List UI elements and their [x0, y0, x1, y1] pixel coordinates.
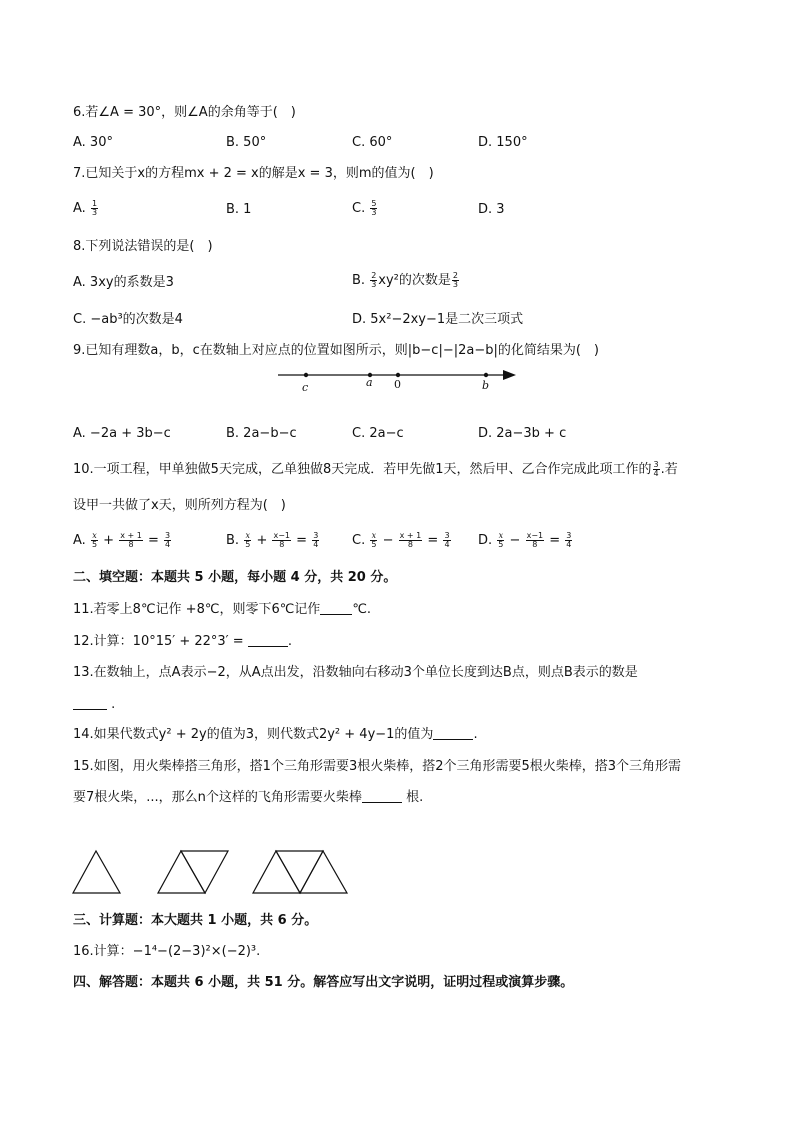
answer-blank	[73, 697, 107, 710]
question-15-line2: 要7根火柴，...，那么n个这样的飞角形需要火柴棒 根.	[73, 790, 424, 805]
fraction: $\frac{5}{3}$	[371, 199, 377, 217]
section-2-heading: 二、填空题：本题共 5 小题，每小题 4 分，共 20 分。	[73, 570, 397, 585]
q7-option-b: B. 1	[226, 202, 252, 217]
triangles-three	[253, 851, 347, 893]
label-a: a	[366, 376, 373, 389]
fraction: $\frac{3}{4}$	[653, 460, 659, 478]
question-9: 9.已知有理数a，b，c在数轴上对应点的位置如图所示，则|b−c|−|2a−b|的化简结果为( )	[73, 343, 599, 358]
section-3-heading: 三、计算题：本大题共 1 小题，共 6 分。	[73, 913, 318, 928]
label-zero: 0	[394, 378, 401, 391]
number-line-figure	[270, 362, 530, 396]
q9-option-a: A. −2a + 3b−c	[73, 426, 171, 441]
triangles-two	[158, 851, 228, 893]
label-c: c	[302, 381, 309, 394]
section-4-heading: 四、解答题：本题共 6 小题，共 51 分。解答应写出文字说明，证明过程或演算步骤。	[73, 975, 574, 990]
point-c	[304, 373, 308, 377]
q10-option-c: C. $\frac{x}{5}$ − $\frac{x + 1}{8}$ = $\frac{3}{4}$	[352, 531, 450, 549]
q7-option-a: A. $\frac{1}{3}$	[73, 199, 98, 217]
point-zero	[396, 373, 400, 377]
q6-option-b: B. 50°	[226, 135, 267, 150]
question-13-line1: 13.在数轴上，点A表示−2，从A点出发，沿数轴向右移动3个单位长度到达B点，则点B表示的数是	[73, 665, 638, 680]
question-16: 16.计算：−1⁴−(2−3)²×(−2)³.	[73, 944, 261, 959]
question-10-line1: 10.一项工程，甲单独做5天完成，乙单独做8天完成．若甲先做1天，然后甲、乙合作完成此项工作的 $\frac{3}{4}$ .若	[73, 460, 678, 478]
q8-option-d: D. 5x²−2xy−1是二次三项式	[352, 312, 524, 327]
question-12: 12.计算：10°15′ + 22°3′ = .	[73, 634, 292, 649]
fraction: $\frac{2}{3}$	[371, 271, 377, 289]
answer-blank	[433, 727, 473, 740]
question-8: 8.下列说法错误的是( )	[73, 239, 213, 254]
question-13-line2: .	[73, 696, 115, 714]
question-10-line2: 设甲一共做了x天，则所列方程为( )	[73, 498, 286, 513]
q8-option-a: A. 3xy的系数是3	[73, 275, 174, 290]
q9-option-b: B. 2a−b−c	[226, 426, 297, 441]
q8-option-c: C. −ab³的次数是4	[73, 312, 183, 327]
answer-blank	[320, 602, 352, 615]
answer-blank	[248, 634, 288, 647]
q10-option-b: B. $\frac{x}{5}$ + $\frac{x-1}{8}$ = $\frac{3}{4}$	[226, 531, 319, 549]
q10-option-a: A. $\frac{x}{5}$ + $\frac{x + 1}{8}$ = $\frac{3}{4}$	[73, 531, 171, 549]
q9-option-d: D. 2a−3b + c	[478, 426, 567, 441]
arrow-right-icon	[503, 370, 516, 380]
question-15-line1: 15.如图，用火柴棒搭三角形，搭1个三角形需要3根火柴棒，搭2个三角形需要5根火柴棒，搭3个三角形需	[73, 759, 682, 774]
q8-option-b: B. $\frac{2}{3}$ xy²的次数是 $\frac{2}{3}$	[352, 271, 458, 289]
q7-option-c: C. $\frac{5}{3}$	[352, 199, 377, 217]
fraction: $\frac{2}{3}$	[452, 271, 458, 289]
triangle-one	[73, 851, 120, 893]
q9-option-c: C. 2a−c	[352, 426, 404, 441]
q7-option-d: D. 3	[478, 202, 505, 217]
question-11: 11.若零上8℃记作 +8℃，则零下6℃记作 ℃.	[73, 602, 372, 617]
q10-option-d: D. $\frac{x}{5}$ − $\frac{x-1}{8}$ = $\frac{3}{4}$	[478, 531, 572, 549]
point-b	[484, 373, 488, 377]
q6-option-a: A. 30°	[73, 135, 113, 150]
answer-blank	[362, 790, 402, 803]
question-6: 6.若∠A = 30°，则∠A的余角等于( )	[73, 105, 296, 120]
q6-option-d: D. 150°	[478, 135, 528, 150]
question-7: 7.已知关于x的方程mx + 2 = x的解是x = 3，则m的值为( )	[73, 166, 434, 181]
question-14: 14.如果代数式y² + 2y的值为3，则代数式2y² + 4y−1的值为 .	[73, 727, 478, 742]
label-b: b	[482, 379, 490, 392]
matchstick-triangles-figure	[70, 848, 354, 896]
fraction: $\frac{1}{3}$	[91, 199, 98, 217]
q6-option-c: C. 60°	[352, 135, 393, 150]
